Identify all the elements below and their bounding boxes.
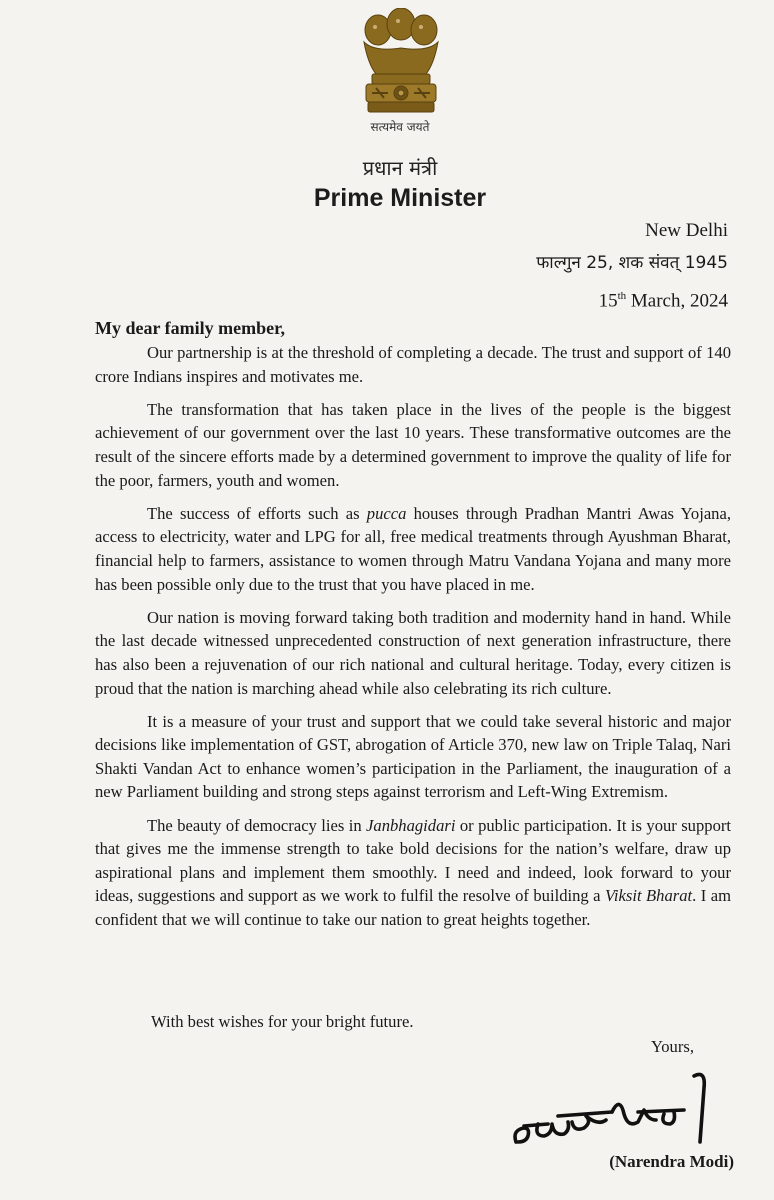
body-paragraph <box>95 710 731 804</box>
emphasized-term: Viksit Bharat <box>605 886 693 906</box>
signatory-name: (Narendra Modi) <box>609 1152 734 1171</box>
hindu-calendar-date: फाल्गुन 25, शक संवत् 1945 <box>536 253 728 273</box>
office-title-english: Prime Minister <box>313 184 487 212</box>
date-day: 15 <box>598 290 618 312</box>
paragraph-text: . I am confident that we will continue to take our nation to great heights together. <box>95 886 732 930</box>
national-motto: सत्यमेव जयते <box>370 120 430 134</box>
emphasized-term: pucca <box>366 503 407 523</box>
paragraph-text: The beauty of democracy lies in <box>147 815 367 835</box>
paragraph-text: It is a measure of your trust and support that we could take several historic and major decisions like implementation of GST, abrogation of Article 370, new law on Triple Talaq, Nari Shakti Vandan Act to enhance women’s participation in the Parliament, the inauguration of a new Parliament building and strong steps against terrorism and Left-Wing Extremism. <box>95 711 731 802</box>
date-block <box>536 214 728 317</box>
body-paragraph <box>95 398 731 492</box>
date-day-suffix: th <box>617 290 627 302</box>
letter-body <box>95 341 731 941</box>
state-emblem-icon <box>358 8 444 120</box>
paragraph-text: The transformation that has taken place in the lives of the people is the biggest achievement of our government over the last 10 years. These transformative outcomes are the result of the sincere efforts made by a determined government to improve the quality of life for the poor, farmers, youth and women. <box>95 399 731 490</box>
emphasized-term: Janbhagidari <box>366 815 456 835</box>
office-title-hindi: प्रधान मंत्री <box>362 156 438 180</box>
salutation: My dear family member, <box>95 318 285 338</box>
paragraph-text: houses through Pradhan Mantri Awas Yojana, access to electricity, water and LPG for all, free medical treatments through Ayushman Bharat, financial help to farmers, assistance to women through Matru Vandana Yojana and many more has been possible only due to the trust that you have placed in me. <box>95 503 731 594</box>
body-paragraph <box>95 502 731 596</box>
body-paragraph <box>95 606 731 700</box>
date-month-year: March, 2024 <box>630 290 728 312</box>
paragraph-text: Our partnership is at the threshold of completing a decade. The trust and support of 140 crore Indians inspires and motivates me. <box>95 343 731 386</box>
paragraph-text: Our nation is moving forward taking both tradition and modernity hand in hand. While the last decade witnessed unprecedented construction of next generation infrastructure, there has also been a rejuvenation of our rich national and cultural heritage. Today, every citizen is proud that the nation is marching ahead while also celebrating its rich culture. <box>95 607 731 698</box>
valediction: Yours, <box>650 1037 694 1056</box>
gregorian-date <box>536 280 728 317</box>
paragraph-text: or public participation. It is your support that gives me the immense strength to take bold decisions for the nation’s welfare, draw up aspirational plans and implement them smoothly. I need and indeed, look forward to your ideas, suggestions and support as we work to fulfil the resolve of building a <box>95 815 732 906</box>
signature-icon <box>508 1066 722 1150</box>
paragraph-text: The success of efforts such as <box>147 503 367 523</box>
body-paragraph <box>95 814 731 932</box>
body-paragraph <box>95 341 731 388</box>
place: New Delhi <box>645 220 728 241</box>
closing-wish: With best wishes for your bright future. <box>151 1012 414 1031</box>
